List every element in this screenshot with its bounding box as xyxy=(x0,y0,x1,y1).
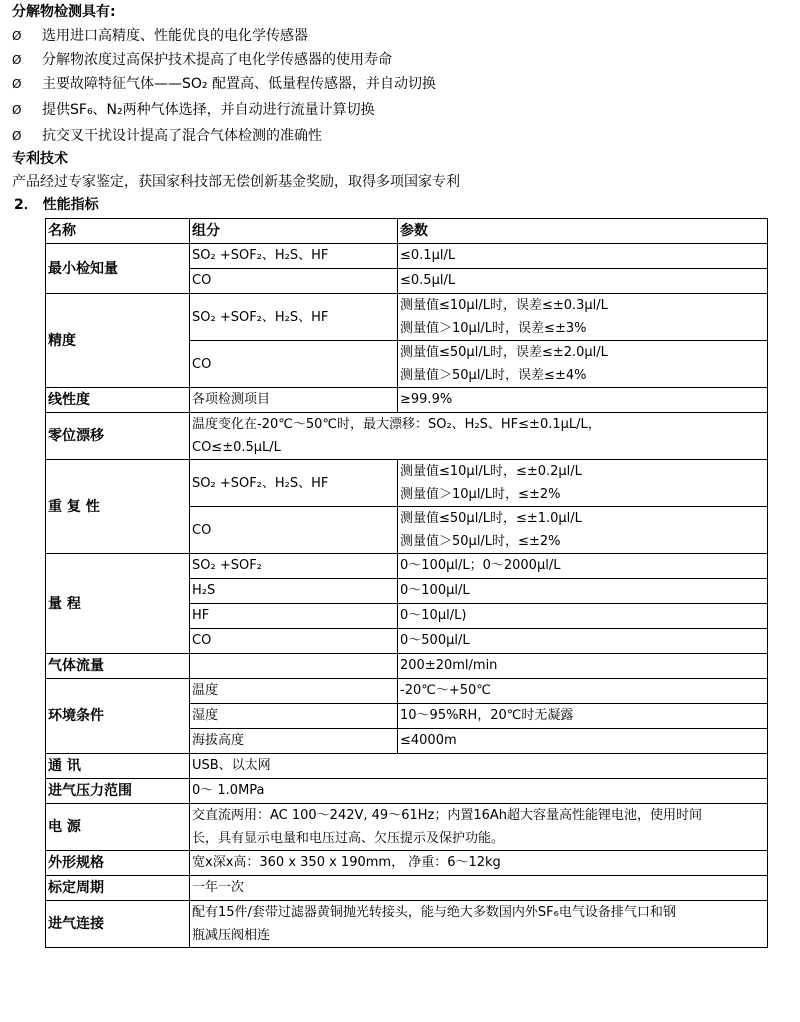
table-row xyxy=(46,754,768,779)
table-row xyxy=(46,554,768,579)
bullet-text: 主要故障特征气体——SO₂ 配置高、低量程传感器，并自动切换 xyxy=(42,76,436,92)
spec-section-heading: 2． 性能指标 xyxy=(14,197,99,213)
table-row xyxy=(46,901,768,948)
parameter-cell: 0～100μl/L xyxy=(398,579,768,604)
bullet-mark-icon: Ø xyxy=(12,77,22,91)
component-cell: 各项检测项目 xyxy=(190,388,398,413)
table-row xyxy=(46,388,768,413)
parameter-line: 测量值＞10μl/L时，误差≤±3% xyxy=(400,321,587,336)
component-cell xyxy=(190,654,398,679)
row-name-repeatability: 重 复 性 xyxy=(46,460,190,554)
table-row xyxy=(46,679,768,704)
parameter-cell xyxy=(398,507,768,554)
parameter-line: 测量值＞50μl/L时，≤±2% xyxy=(400,534,561,549)
component-cell: 海拔高度 xyxy=(190,729,398,754)
header-parameter: 参数 xyxy=(398,219,768,244)
bullet-text: 分解物浓度过高保护技术提高了电化学传感器的使用寿命 xyxy=(42,52,392,68)
component-cell: 温度 xyxy=(190,679,398,704)
parameter-cell xyxy=(398,294,768,341)
parameter-line: 测量值＞10μl/L时，≤±2% xyxy=(400,487,561,502)
component-cell: H₂S xyxy=(190,579,398,604)
bullet-mark-icon: Ø xyxy=(12,29,22,43)
row-name-inlet-pressure: 进气压力范围 xyxy=(46,779,190,804)
row-name-dimensions: 外形规格 xyxy=(46,851,190,876)
patent-heading: 专利技术 xyxy=(12,151,68,167)
table-row xyxy=(46,851,768,876)
feature-bullet xyxy=(12,127,322,145)
bullet-text: 选用进口高精度、性能优良的电化学传感器 xyxy=(42,28,308,44)
row-name-min-detect: 最小检知量 xyxy=(46,244,190,294)
table-row xyxy=(46,294,768,341)
bullet-mark-icon: Ø xyxy=(12,53,22,67)
component-cell: CO xyxy=(190,341,398,388)
parameter-cell: 0～500μl/L xyxy=(398,629,768,654)
parameter-cell xyxy=(398,460,768,507)
bullet-mark-icon: Ø xyxy=(12,103,22,117)
component-cell: SO₂ +SOF₂ xyxy=(190,554,398,579)
row-name-range: 量 程 xyxy=(46,554,190,654)
parameter-line: 测量值≤50μl/L时，≤±1.0μl/L xyxy=(400,511,582,526)
row-name-communication: 通 讯 xyxy=(46,754,190,779)
spec-table xyxy=(45,218,768,948)
component-cell: CO xyxy=(190,507,398,554)
parameter-line: 测量值＞50μl/L时，误差≤±4% xyxy=(400,368,587,383)
bullet-text: 抗交叉干扰设计提高了混合气体检测的准确性 xyxy=(42,128,322,144)
feature-bullet xyxy=(12,27,308,45)
component-cell: CO xyxy=(190,269,398,294)
table-header-row xyxy=(46,219,768,244)
bullet-text: 提供SF₆、N₂两种气体选择，并自动进行流量计算切换 xyxy=(42,102,375,118)
parameter-cell: 0～10μl/L) xyxy=(398,604,768,629)
row-name-environment: 环境条件 xyxy=(46,679,190,754)
component-cell: CO xyxy=(190,629,398,654)
value-line: 长，具有显示电量和电压过高、欠压提示及保护功能。 xyxy=(192,831,505,846)
table-row xyxy=(46,654,768,679)
component-cell: 湿度 xyxy=(190,704,398,729)
component-cell: SO₂ +SOF₂、H₂S、HF xyxy=(190,294,398,341)
parameter-line: 测量值≤10μl/L时，误差≤±0.3μl/L xyxy=(400,298,608,313)
merged-value-cell: 0～ 1.0MPa xyxy=(190,779,768,804)
header-name: 名称 xyxy=(46,219,190,244)
value-line: 配有15件/套带过滤器黄铜抛光转接头，能与绝大多数国内外SF₆电气设备排气口和钢 xyxy=(192,905,676,920)
table-row xyxy=(46,876,768,901)
parameter-cell xyxy=(398,341,768,388)
parameter-cell: ≤0.5μl/L xyxy=(398,269,768,294)
value-line: 交直流两用：AC 100～242V, 49～61Hz；内置16Ah超大容量高性能锂电池，使用时间 xyxy=(192,808,703,823)
row-name-zero-drift: 零位漂移 xyxy=(46,413,190,460)
row-name-linearity: 线性度 xyxy=(46,388,190,413)
parameter-cell: 0～100μl/L；0～2000μl/L xyxy=(398,554,768,579)
merged-value-cell xyxy=(190,901,768,948)
table-row xyxy=(46,804,768,851)
merged-value-cell: 一年一次 xyxy=(190,876,768,901)
row-name-gas-flow: 气体流量 xyxy=(46,654,190,679)
parameter-cell: 10～95%RH，20℃时无凝露 xyxy=(398,704,768,729)
parameter-line: 测量值≤50μl/L时，误差≤±2.0μl/L xyxy=(400,345,608,360)
row-name-inlet-connection: 进气连接 xyxy=(46,901,190,948)
merged-value-cell: USB、以太网 xyxy=(190,754,768,779)
feature-bullet xyxy=(12,75,436,93)
parameter-cell: -20℃～+50℃ xyxy=(398,679,768,704)
parameter-line: 测量值≤10μl/L时，≤±0.2μl/L xyxy=(400,464,582,479)
table-row xyxy=(46,779,768,804)
parameter-cell: 200±20ml/min xyxy=(398,654,768,679)
feature-bullet xyxy=(12,51,392,69)
row-name-power: 电 源 xyxy=(46,804,190,851)
parameter-cell: ≤4000m xyxy=(398,729,768,754)
feature-bullet xyxy=(12,101,375,119)
table-row xyxy=(46,413,768,460)
row-name-calibration: 标定周期 xyxy=(46,876,190,901)
parameter-cell: ≤0.1μl/L xyxy=(398,244,768,269)
parameter-cell: ≥99.9% xyxy=(398,388,768,413)
row-name-accuracy: 精度 xyxy=(46,294,190,388)
bullet-mark-icon: Ø xyxy=(12,129,22,143)
value-line: CO≤±0.5μL/L xyxy=(192,440,281,455)
component-cell: HF xyxy=(190,604,398,629)
intro-heading: 分解物检测具有: xyxy=(12,4,116,20)
merged-value-cell: 宽x深x高：360 x 350 x 190mm， 净重：6～12kg xyxy=(190,851,768,876)
component-cell: SO₂ +SOF₂、H₂S、HF xyxy=(190,460,398,507)
component-cell: SO₂ +SOF₂、H₂S、HF xyxy=(190,244,398,269)
patent-text: 产品经过专家鉴定，获国家科技部无偿创新基金奖励，取得多项国家专利 xyxy=(12,174,460,190)
value-line: 温度变化在-20℃～50℃时，最大漂移：SO₂、H₂S、HF≤±0.1μL/L， xyxy=(192,417,601,432)
merged-value-cell xyxy=(190,804,768,851)
table-row xyxy=(46,244,768,269)
value-line: 瓶减压阀相连 xyxy=(192,928,271,943)
header-component: 组分 xyxy=(190,219,398,244)
table-row xyxy=(46,460,768,507)
merged-value-cell xyxy=(190,413,768,460)
